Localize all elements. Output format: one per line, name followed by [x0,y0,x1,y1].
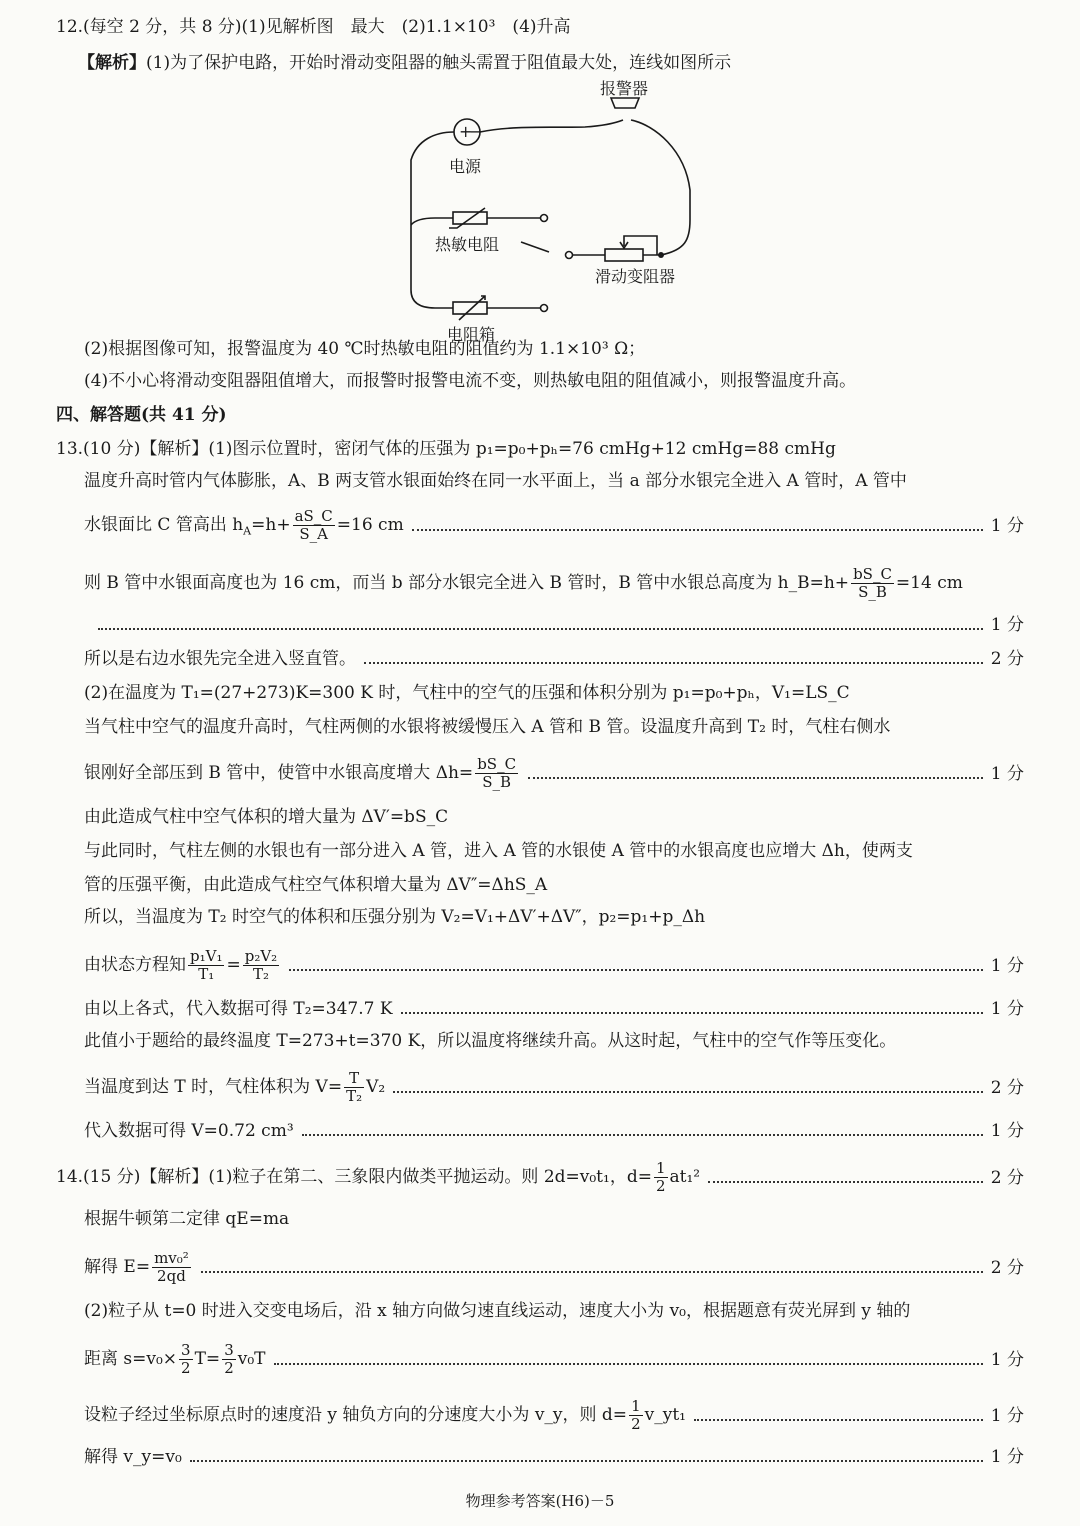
score: 1 分 [990,1447,1024,1467]
fraction: $\frac{3}{2}$ [224,1341,234,1377]
score: 1 分 [990,999,1024,1019]
resistance-box-symbol [453,302,487,314]
alarm-label: 报警器 [600,79,649,98]
score: 1 分 [990,955,1024,976]
fraction: $\frac{bS\_C}{S\_B}$ [853,565,892,601]
q12-header: 12.(每空 2 分，共 8 分)(1)见解析图 最大 (2)1.1×10³ (4)升高 [56,17,571,37]
q13-line-6: 所以是右边水银先完全进入竖直管。 2 分 [84,646,1024,672]
page-footer: 物理参考答案(H6)－5 [465,1492,615,1510]
wire-left-to-thermistor [411,218,435,225]
leader-dots [364,662,983,664]
score: 1 分 [990,1121,1024,1141]
rheostat-symbol [605,249,643,261]
q13-line-12: 管的压强平衡，由此造成气柱空气体积增大量为 ΔV″=ΔhS_A [84,875,548,895]
resistance-box-label: 电阻箱 [447,325,496,344]
q14-line-3: 解得 E= $\frac{\text{mv₀²}}{2qd}$ 2 分 [84,1249,1024,1285]
q14-line-2: 根据牛顿第二定律 qE=ma [84,1209,290,1229]
alarm-symbol [611,98,639,108]
leader-dots [201,1271,983,1273]
leader-dots [289,969,983,971]
switch-blade [521,242,549,252]
q13-line-8: 当气柱中空气的温度升高时，气柱两侧的水银将被缓慢压入 A 管和 B 管。设温度升高到 T₂ 时，气柱右侧水 [84,717,891,737]
fraction: $\frac{1}{2}$ [631,1397,641,1433]
q13-line-14: 由状态方程知 $\frac{\text{p₁V₁}}{\text{T₁}}$ = $\frac{\text{p₂V₂}}{\text{T₂}}$ 1 分 [84,947,1024,983]
q12-analysis-text: (1)为了保护电路，开始时滑动变阻器的触头需置于阻值最大处，连线如图所示 [146,53,732,73]
leader-dots [190,1460,983,1462]
thermistor-label: 热敏电阻 [435,235,500,254]
q14-line-7: 解得 v_y=v₀ 1 分 [84,1444,1024,1470]
q12-analysis-line-1 [78,50,731,76]
q13-line-18: 代入数据可得 V=0.72 cm³ 1 分 [84,1118,1024,1144]
power-minus-sign: − [469,122,483,141]
wire-alarm-to-rheostat [631,120,690,255]
score: 1 分 [990,615,1024,635]
fraction: $\frac{bS\_C}{S\_B}$ [477,755,517,791]
fraction: $\frac{1}{2}$ [655,1159,666,1195]
score: 1 分 [990,516,1024,537]
fraction: $\frac{\text{p₁V₁}}{\text{T₁}}$ [190,947,223,983]
score: 2 分 [990,1167,1024,1188]
q12-analysis-4: (4)不小心将滑动变阻器阻值增大，而报警时报警电流不变，则热敏电阻的阻值减小，则报警温度升高。 [84,371,857,391]
q13-line-1: 13.(10 分)【解析】(1)图示位置时，密闭气体的压强为 p₁=p₀+pₕ=76 cmHg+12 cmHg=88 cmHg [56,439,836,459]
leader-dots [694,1419,983,1421]
leader-dots [528,777,983,779]
q13-line-17: 当温度到达 T 时，气柱体积为 V= $\frac{T}{\text{T₂}}$ V₂ 2 分 [84,1069,1024,1105]
q12-analysis-2: (2)根据图像可知，报警温度为 40 ℃时热敏电阻的阻值约为 1.1×10³ Ω； [84,339,646,359]
q14-line-6: 设粒子经过坐标原点时的速度沿 y 轴负方向的分速度大小为 v_y，则 d= $\frac{1}{2}$ v_yt₁ 1 分 [84,1397,1024,1433]
score: 2 分 [990,649,1024,669]
q13-line-11: 与此同时，气柱左侧的水银也有一部分进入 A 管，进入 A 管的水银使 A 管中的水银高度也应增大 Δh，使两支 [84,841,913,861]
score: 1 分 [990,1349,1024,1370]
q13-line-16: 此值小于题给的最终温度 T=273+t=370 K，所以温度将继续升高。从这时起，气柱中的空气作等压变化。 [84,1031,897,1051]
fraction: $\frac{3}{2}$ [181,1341,191,1377]
q13-line-4: 则 B 管中水银面高度也为 16 cm，而当 b 部分水银完全进入 B 管时，B 管中水银总高度为 h_B=h+ $\frac{bS\_C}{S\_B}$ =14 cm [84,565,963,601]
q13-line-13: 所以，当温度为 T₂ 时空气的体积和压强分别为 V₂=V₁+ΔV′+ΔV″，p₂=p₁+p_Δh [84,907,706,927]
analysis-tag: 【解析】 [78,53,146,73]
rheostat-label: 滑动变阻器 [595,267,676,286]
q13-line-7: (2)在温度为 T₁=(27+273)K=300 K 时，气柱中的空气的压强和体积分别为 p₁=p₀+pₕ，V₁=LS_C [84,683,850,703]
leader-dots [708,1181,983,1183]
q13-line-9: 银刚好全部压到 B 管中，使管中水银高度增大 Δh= $\frac{bS\_C}{S\_B}$ 1 分 [84,755,1024,791]
leader-dots [274,1363,983,1365]
leader-dots [98,628,983,630]
fraction: $\frac{aS\_C}{S\_A}$ [294,507,333,543]
wire-power-to-alarm [480,120,623,132]
score: 1 分 [990,1405,1024,1426]
score: 2 分 [990,1257,1024,1278]
q13-line-5 [90,612,1024,638]
section-title: 四、解答题(共 41 分) [56,405,227,425]
q13-line-3: 水银面比 C 管高出 $h_A=h+$ $\frac{aS\_C}{S\_A}$ =16 cm 1 分 [84,507,1024,543]
score: 2 分 [990,1077,1024,1098]
leader-dots [412,529,983,531]
q14-line-5: 距离 s=v₀× $\frac{3}{2}$ T= $\frac{3}{2}$ v₀T 1 分 [84,1341,1024,1377]
score: 1 分 [990,763,1024,784]
fraction: $\frac{T}{\text{T₂}}$ [346,1069,363,1105]
leader-dots [302,1134,983,1136]
power-label: 电源 [449,157,482,176]
q13-line-10: 由此造成气柱中空气体积的增大量为 ΔV′=bS_C [84,807,449,827]
q14-line-4: (2)粒子从 t=0 时进入交变电场后，沿 x 轴方向做匀速直线运动，速度大小为 v₀，根据题意有荧光屏到 y 轴的 [84,1301,911,1321]
q13-line-2: 温度升高时管内气体膨胀，A、B 两支管水银面始终在同一水平面上，当 a 部分水银完全进入 A 管时，A 管中 [84,471,907,491]
circuit-diagram [395,79,715,344]
power-plus-sign: + [459,122,473,141]
fraction: $\frac{\text{mv₀²}}{2qd}$ [154,1249,189,1285]
leader-dots [401,1012,983,1014]
leader-dots [393,1091,983,1093]
q13-line-15: 由以上各式，代入数据可得 T₂=347.7 K 1 分 [84,996,1024,1022]
fraction: $\frac{\text{p₂V₂}}{\text{T₂}}$ [244,947,278,983]
q14-line-1: 14.(15 分)【解析】(1)粒子在第二、三象限内做类平抛运动。则 2d=v₀t₁，d= $\frac{1}{2}$ at₁² 2 分 [56,1159,1024,1195]
